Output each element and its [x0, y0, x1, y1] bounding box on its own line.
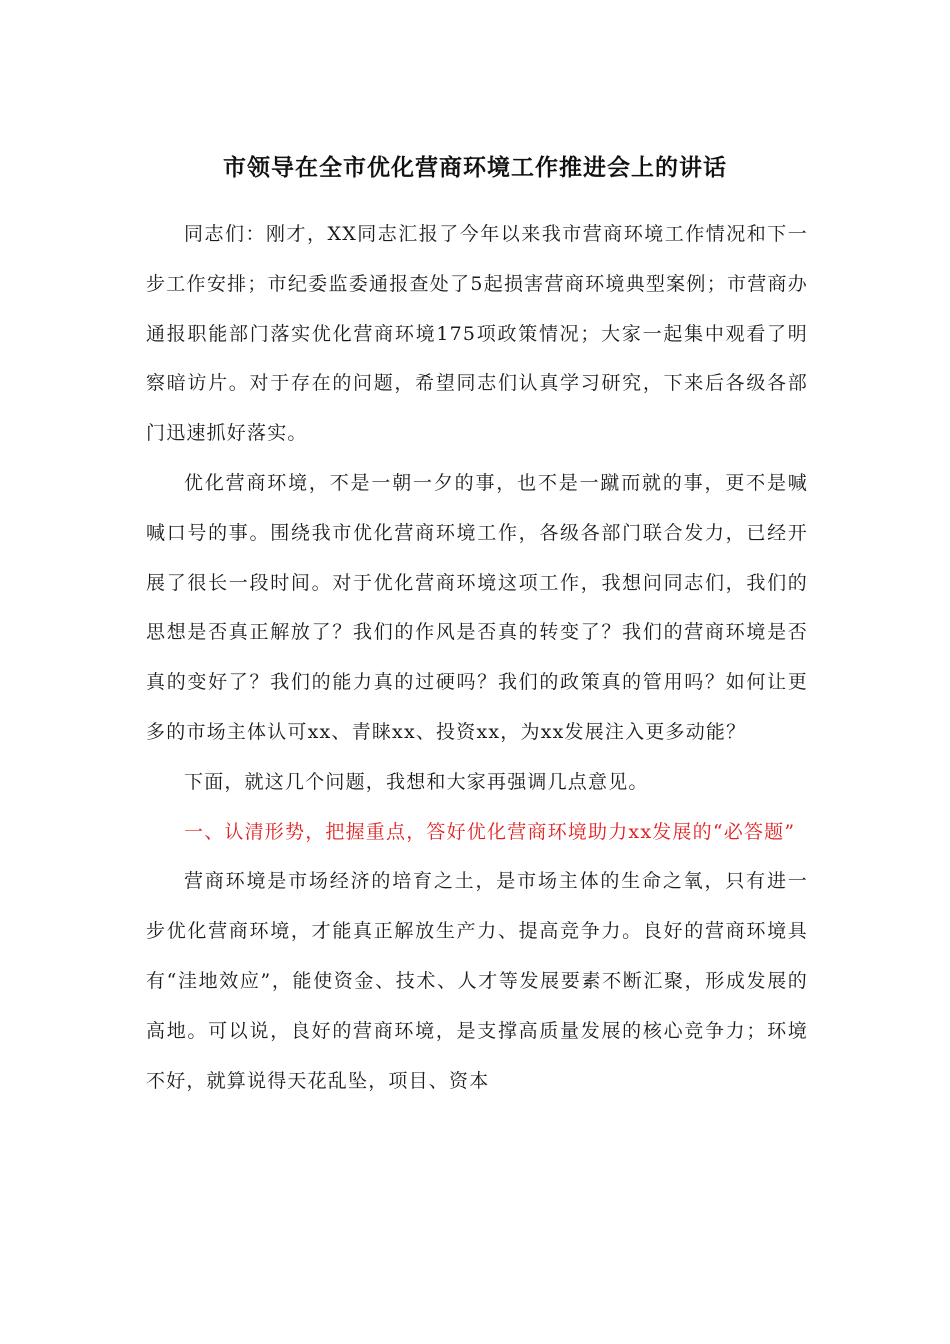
paragraph-transition: 下面，就这几个问题，我想和大家再强调几点意见。: [184, 770, 649, 793]
paragraph-questions: 优化营商环境，不是一朝一夕的事，也不是一蹴而就的事，更不是喊喊口号的事。围绕我市优化营商环境工作，各级各部门联合发力，已经开展了很长一段时间。对于优化营商环境这项工作，我想问同志们，我们的思想是否真正解放了？我们的作风是否真的转变了？我们的营商环境是否真的变好了？我们的能力真的过硬吗？我们的政策真的管用吗？如何让更多的市场主体认可xx、青睐xx、投资xx，为xx发展注入更多动能？: [146, 471, 808, 743]
document-title: 市领导在全市优化营商环境工作推进会上的讲话: [223, 155, 727, 181]
paragraph-section-one: 营商环境是市场经济的培育之土，是市场主体的生命之氧，只有进一步优化营商环境，才能真正解放生产力、提高竞争力。良好的营商环境具有“洼地效应”，能使资金、技术、人才等发展要素不断汇聚，形成发展的高地。可以说，良好的营商环境，是支撑高质量发展的核心竞争力；环境不好，就算说得天花乱坠，项目、资本: [146, 870, 808, 1092]
document-body: [146, 210, 808, 1106]
section-heading: 一、认清形势，把握重点，答好优化营商环境助力xx发展的“必答题”: [184, 820, 796, 843]
paragraph-opening: 同志们：刚才，XX同志汇报了今年以来我市营商环境工作情况和下一步工作安排；市纪委监委通报查处了5起损害营商环境典型案例；市营商办通报职能部门落实优化营商环境175项政策情况；大家一起集中观看了明察暗访片。对于存在的问题，希望同志们认真学习研究，下来后各级各部门迅速抓好落实。: [146, 223, 808, 445]
